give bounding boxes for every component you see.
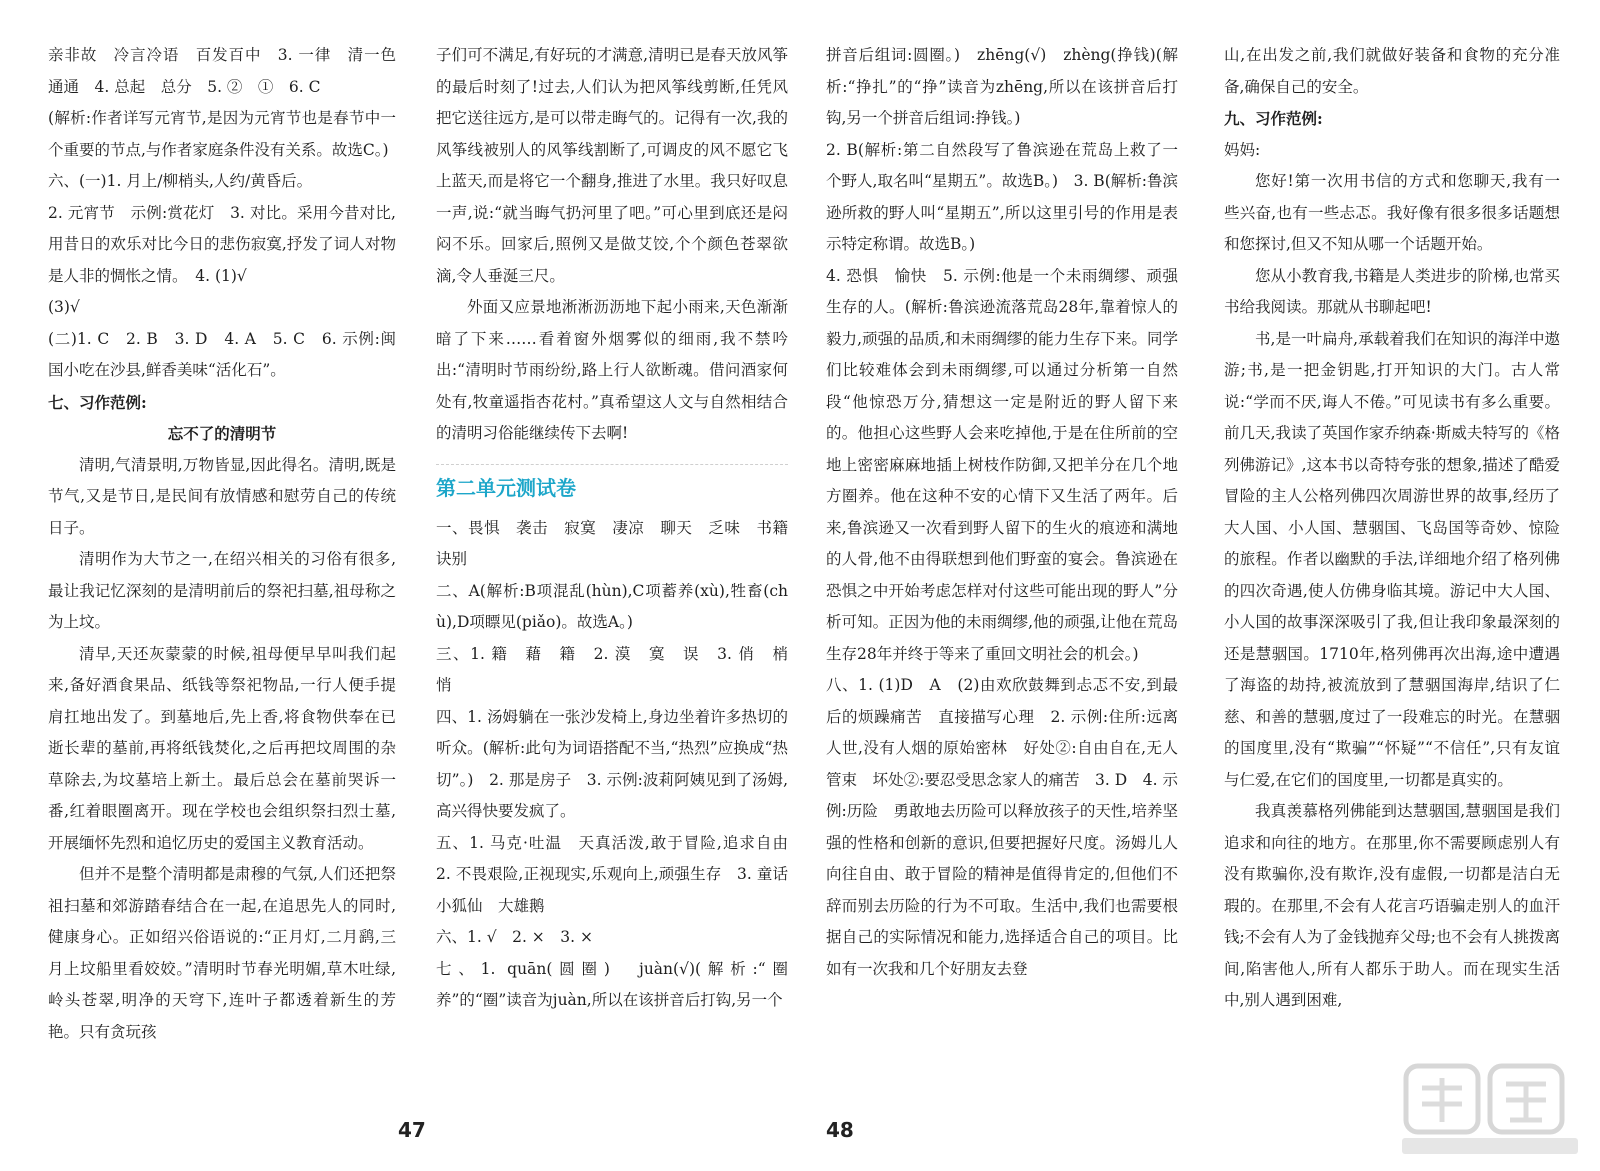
column-2 <box>436 40 804 1110</box>
paragraph: 清明作为大节之一,在绍兴相关的习俗有很多,最让我记忆深刻的是清明前后的祭祀扫墓,祖母称之为上坟。 <box>48 550 396 631</box>
paragraph: 亲非故 冷言冷语 百发百中 3. 一律 清一色 通通 4. 总起 总分 5. ② ① 6. C <box>48 46 412 96</box>
paragraph: 四、1. 汤姆躺在一张沙发椅上,身边坐着许多热切的听众。(解析:此句为词语搭配不当,“热烈”应换成“热切”。) 2. 那是房子 3. 示例:波莉阿姨见到了汤姆,高兴得快要发疯了。 <box>436 707 788 820</box>
paragraph: 外面又应景地淅淅沥沥地下起小雨来,天色渐渐暗了下来……看着窗外烟雾似的细雨,我不禁吟出:“清明时节雨纷纷,路上行人欲断魂。借问酒家何处有,牧童遥指杏花村。”真希望这人文与自然相结合的清明习俗能继续传下去啊! <box>436 298 788 442</box>
page-number-right: 48 <box>826 1118 854 1142</box>
paragraph: (3)√ <box>48 298 80 316</box>
paragraph: 三、1. 籍 藉 籍 2. 漠 寞 误 3. 俏 梢 悄 <box>436 644 804 694</box>
paragraph: 4. 恐惧 愉快 5. 示例:他是一个未雨绸缪、顽强生存的人。(解析:鲁滨逊流落荒岛28年,靠着惊人的毅力,顽强的品质,和未雨绸缪的能力生存下来。同学们比较难体会到未雨绸缪,可以通过分析第一自然段“他惊恐万分,猜想这一定是附近的野人留下来的。他担心这些野人会来吃掉他,于是在住所前的空地上密密麻麻地插上树枝作防御,又把羊分在几个地方圈养。他在这种不安的心情下又生活了两年。后来,鲁滨逊又一次看到野人留下的生火的痕迹和满地的人骨,他不由得联想到他们野蛮的宴会。鲁滨逊在恐惧之中开始考虑怎样对付这些可能出现的野人”分析可知。正因为他的未雨绸缪,他的顽强,让他在荒岛生存28年并终于等来了重回文明社会的机会。) <box>826 266 1178 663</box>
paragraph: (二)1. C 2. B 3. D 4. A 5. C 6. 示例:闽国小吃在沙县,鲜香美味“活化石”。 <box>48 329 396 379</box>
paragraph: 二、A(解析:B项混乱(hùn),C项蓄养(xù),牲畜(chù),D项瞟见(piǎo)。故选A。) <box>436 581 788 631</box>
column-4 <box>1224 40 1560 1110</box>
paragraph: 我真羡慕格列佛能到达慧骃国,慧骃国是我们追求和向往的地方。在那里,你不需要顾虑别人有没有欺骗你,没有欺诈,没有虚假,一切都是洁白无瑕的。在那里,不会有人花言巧语骗走别人的血汗钱;不会有人为了金钱抛弃父母;也不会有人挑拨离间,陷害他人,所有人都乐于助人。而在现实生活中,别人遇到困难, <box>1224 802 1560 1009</box>
paragraph: 子们可不满足,有好玩的才满意,清明已是春天放风筝的最后时刻了!过去,人们认为把风筝线剪断,任凭风把它送往远方,是可以带走晦气的。记得有一次,我的风筝线被别人的风筝线割断了,可调皮的风不愿它飞上蓝天,而是将它一个翻身,推进了水里。我只好叹息一声,说:“就当晦气扔河里了吧。”可心里到底还是闷闷不乐。回家后,照例又是做艾饺,个个颜色苍翠欲滴,令人垂涎三尺。 <box>436 46 788 285</box>
paragraph: 六、(一)1. 月上/柳梢头,人约/黄昏后。 <box>48 172 313 190</box>
paragraph: 五、1. 马克·吐温 天真活泼,敢于冒险,追求自由 2. 不畏艰险,正视现实,乐观向上,顽强生存 3. 童话 小狐仙 大雄鹅 <box>436 833 804 915</box>
paragraph: 八、1. (1)D A (2)由欢欣鼓舞到忐忑不安,到最后的烦躁痛苦 直接描写心理 2. 示例:住所:远离人世,没有人烟的原始密林 好处②:自由自在,无人管束 坏处②:要忍受思念家人的痛苦 3. D 4. 示例:历险 勇敢地去历险可以释放孩子的天性,培养坚强的性格和创新的意识,但要把握好尺度。汤姆儿人向往自由、敢于冒险的精神是值得肯定的,但他们不辞而别去历险的行为不可取。生活中,我们也需要根据自己的实际情况和能力,选择适合自己的项目。比如有一次我和几个好朋友去登 <box>826 676 1178 978</box>
paragraph: 九、习作范例: <box>1224 109 1323 128</box>
page-number-left: 47 <box>398 1118 426 1142</box>
paragraph: 山,在出发之前,我们就做好装备和食物的充分准备,确保自己的安全。 <box>1224 46 1560 96</box>
paragraph: 2. 元宵节 示例:赏花灯 3. 对比。采用今昔对比,用昔日的欢乐对比今日的悲伤寂寞,抒发了词人对物是人非的惆怅之情。 4. (1)√ <box>48 203 396 285</box>
paragraph: 您好!第一次用书信的方式和您聊天,我有一些兴奋,也有一些忐忑。我好像有很多很多话题想和您探讨,但又不知从哪一个话题开始。 <box>1224 172 1560 253</box>
section-title: 第二单元测试卷 <box>436 464 788 505</box>
paragraph: 拼音后组词:圆圈。) zhēng(√) zhèng(挣钱)(解析:“挣扎”的“挣”读音为zhēng,所以在该拼音后打钩,另一个拼音后组词:挣钱。) <box>826 46 1178 127</box>
paragraph: 但并不是整个清明都是肃穆的气氛,人们还把祭祖扫墓和郊游踏春结合在一起,在追思先人的同时,健康身心。正如绍兴俗语说的:“正月灯,二月鹞,三月上坟船里看姣姣。”清明时节春光明媚,草木吐绿,岭头苍翠,明净的天穹下,连叶子都透着新生的芳艳。只有贪玩孩 <box>48 865 396 1041</box>
paragraph: 您从小教育我,书籍是人类进步的阶梯,也常买书给我阅读。那就从书聊起吧! <box>1224 266 1560 316</box>
essay-title: 忘不了的清明节 <box>167 424 277 443</box>
paragraph: 清明,气清景明,万物皆显,因此得名。清明,既是节气,又是节日,是民间有放情感和慰劳自己的传统日子。 <box>48 455 396 537</box>
paragraph: 书,是一叶扁舟,承载着我们在知识的海洋中遨游;书,是一把金钥匙,打开知识的大门。古人常说:“学而不厌,诲人不倦。”可见读书有多么重要。前几天,我读了英国作家乔纳森·斯威夫特写的《格列佛游记》,这本书以奇特夸张的想象,描述了酷爱冒险的主人公格列佛四次周游世界的故事,经历了大人国、小人国、慧骃国、飞岛国等奇妙、惊险的旅程。作者以幽默的手法,详细地介绍了格列佛的四次奇遇,使人仿佛身临其境。游记中大人国、小人国的故事深深吸引了我,但让我印象最深刻的还是慧骃国。1710年,格列佛再次出海,途中遭遇了海盗的劫持,被流放到了慧骃国海岸,结识了仁慈、和善的慧骃,度过了一段难忘的时光。在慧骃的国度里,没有“欺骗”“怀疑”“不信任”,只有友谊与仁爱,在它们的国度里,一切都是真实的。 <box>1224 329 1560 789</box>
paragraph: 六、1. √ 2. × 3. × <box>436 928 593 946</box>
answer-site-watermark-icon <box>1400 1048 1580 1158</box>
paragraph: 妈妈: <box>1224 140 1261 159</box>
column-1 <box>48 40 412 1110</box>
paragraph: 七、1. quān(圆圈) juàn(√)(解析:“圈养”的“圈”读音为juàn,所以在该拼音后打钩,另一个 <box>436 959 788 1009</box>
paragraph: 清早,天还灰蒙蒙的时候,祖母便早早叫我们起来,备好酒食果品、纸钱等祭祀物品,一行人便手提肩扛地出发了。到墓地后,先上香,将食物供奉在已逝长辈的墓前,再将纸钱焚化,之后再把坟周围的杂草除去,为坟墓培上新土。最后总会在墓前哭诉一番,红着眼圈离开。现在学校也会组织祭扫烈士墓,开展缅怀先烈和追忆历史的爱国主义教育活动。 <box>48 644 396 852</box>
paragraph: (解析:作者详写元宵节,是因为元宵节也是春节中一个重要的节点,与作者家庭条件没有关系。故选C。) <box>48 109 396 159</box>
paragraph: 一、畏惧 袭击 寂寞 凄凉 聊天 乏味 书籍 诀别 <box>436 518 804 568</box>
paragraph: 2. B(解析:第二自然段写了鲁滨逊在荒岛上救了一个野人,取名叫“星期五”。故选B。) 3. B(解析:鲁滨逊所救的野人叫“星期五”,所以这里引号的作用是表示特定称谓。故选B。) <box>826 140 1178 253</box>
paragraph: 七、习作范例: <box>48 392 147 412</box>
column-3 <box>826 40 1178 1110</box>
